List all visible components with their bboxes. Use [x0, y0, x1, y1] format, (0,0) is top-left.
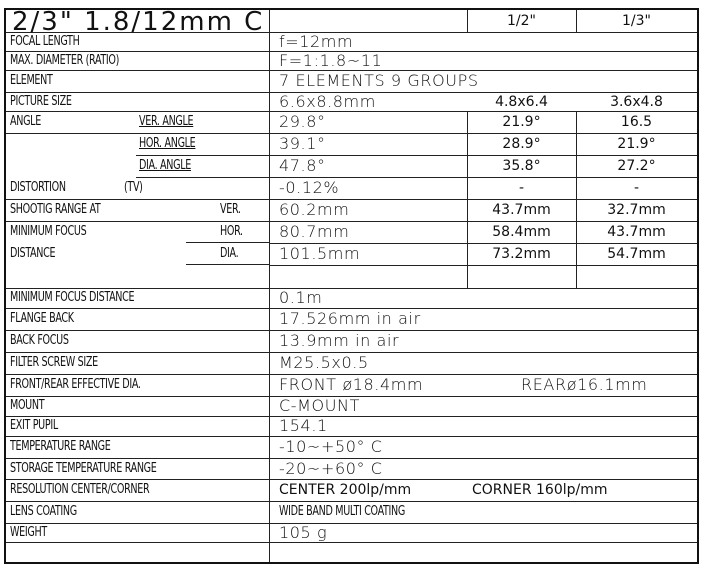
- angle-dia-value-2-3: 47.8°: [279, 156, 326, 175]
- shooting-hor-value-1-3: 43.7mm: [607, 224, 666, 240]
- angle-dia-value-1-3: 27.2°: [617, 158, 656, 174]
- resolution-label: RESOLUTION CENTER/CORNER: [10, 482, 150, 497]
- exit-pupil-value: 154.1: [279, 416, 328, 435]
- rear-dia-value: REARø16.1mm: [521, 375, 648, 394]
- element-label: ELEMENT: [10, 73, 53, 88]
- flange-back-label: FLANGE BACK: [10, 311, 74, 326]
- shooting-hor-label: HOR.: [220, 224, 243, 239]
- resolution-center-value: CENTER 200lp/mm: [279, 482, 412, 498]
- sub-rule: [186, 242, 269, 243]
- angle-hor-value-1-3: 21.9°: [617, 136, 656, 152]
- mount-value: C-MOUNT: [279, 396, 360, 415]
- row-rule: [136, 177, 697, 178]
- angle-ver-label: VER. ANGLE: [139, 114, 194, 129]
- back-focus-label: BACK FOCUS: [10, 333, 69, 348]
- shooting-ver-value-1-2: 43.7mm: [492, 202, 551, 218]
- distance-label: DISTANCE: [10, 246, 56, 261]
- filter-screw-value: M25.5x0.5: [279, 353, 369, 372]
- sub-rule: [186, 264, 269, 265]
- shooting-ver-label: VER.: [220, 202, 241, 217]
- row-rule: [136, 155, 697, 156]
- front-dia-value: FRONT ø18.4mm: [279, 375, 424, 394]
- row-rule: [6, 133, 697, 134]
- angle-hor-label: HOR. ANGLE: [139, 136, 196, 151]
- header-col-half-inch: 1/2": [507, 13, 536, 29]
- resolution-corner-value: CORNER 160lp/mm: [472, 482, 608, 498]
- lens-title: 2/3" 1.8/12mm C: [12, 7, 265, 37]
- angle-hor-value-1-2: 28.9°: [502, 136, 541, 152]
- max-diameter-value: F=1:1.8~11: [279, 51, 383, 70]
- shooting-hor-value-2-3: 80.7mm: [279, 222, 350, 241]
- distortion-value-1-2: -: [518, 180, 525, 196]
- picture-size-value-1-2: 4.8x6.4: [495, 94, 548, 110]
- mount-label: MOUNT: [10, 398, 45, 413]
- header-col-third-inch: 1/3": [622, 13, 651, 29]
- row-rule: [6, 111, 697, 112]
- filter-screw-label: FILTER SCREW SIZE: [10, 355, 98, 370]
- weight-label: WEIGHT: [10, 525, 47, 540]
- angle-ver-value-1-2: 21.9°: [502, 114, 541, 130]
- shooting-ver-value-2-3: 60.2mm: [279, 200, 350, 219]
- picture-size-value-1-3: 3.6x4.8: [610, 94, 663, 110]
- effective-dia-label: FRONT/REAR EFFECTIVE DIA.: [10, 377, 141, 392]
- row-rule: [6, 542, 697, 543]
- minimum-focus-label: MINIMUM FOCUS: [10, 224, 87, 239]
- shooting-hor-value-1-2: 58.4mm: [492, 224, 551, 240]
- lens-coating-label: LENS COATING: [10, 504, 77, 519]
- temperature-label: TEMPERATURE RANGE: [10, 439, 111, 454]
- weight-value: 105 g: [279, 523, 328, 542]
- shooting-range-label: SHOOTIG RANGE AT: [10, 202, 101, 217]
- storage-temperature-label: STORAGE TEMPERATURE RANGE: [10, 461, 157, 476]
- shooting-dia-value-1-3: 54.7mm: [607, 246, 666, 262]
- flange-back-value: 17.526mm in air: [279, 309, 421, 328]
- shooting-dia-value-1-2: 73.2mm: [492, 246, 551, 262]
- row-rule: [6, 501, 697, 502]
- lens-spec-table: [4, 8, 699, 564]
- max-diameter-label: MAX. DIAMETER (RATIO): [10, 53, 120, 68]
- element-value: 7 ELEMENTS 9 GROUPS: [279, 71, 479, 90]
- exit-pupil-label: EXIT PUPIL: [10, 418, 58, 433]
- row-rule: [6, 199, 697, 200]
- focal-length-value: f=12mm: [279, 32, 354, 51]
- distortion-tv-label: (TV): [124, 180, 143, 195]
- shooting-ver-value-1-3: 32.7mm: [607, 202, 666, 218]
- row-rule: [6, 221, 697, 222]
- angle-dia-label: DIA. ANGLE: [139, 158, 191, 173]
- focal-length-label: FOCAL LENGTH: [10, 34, 80, 49]
- row-rule: [6, 479, 697, 480]
- col-rule: [269, 10, 270, 562]
- angle-label: ANGLE: [10, 114, 41, 129]
- storage-temperature-value: -20~+60° C: [279, 459, 383, 478]
- angle-hor-value-2-3: 39.1°: [279, 134, 326, 153]
- angle-dia-value-1-2: 35.8°: [502, 158, 541, 174]
- picture-size-label: PICTURE SIZE: [10, 94, 72, 109]
- distortion-value-2-3: -0.12%: [279, 178, 340, 197]
- distortion-label: DISTORTION: [10, 180, 66, 195]
- angle-ver-value-1-3: 16.5: [620, 114, 653, 130]
- distortion-value-1-3: -: [633, 180, 640, 196]
- angle-ver-value-2-3: 29.8°: [279, 112, 326, 131]
- row-rule: [269, 265, 697, 266]
- picture-size-value-2-3: 6.6x8.8mm: [279, 92, 376, 111]
- shooting-dia-label: DIA.: [220, 246, 239, 261]
- min-focus-distance-label: MINIMUM FOCUS DISTANCE: [10, 290, 135, 305]
- temperature-value: -10~+50° C: [279, 437, 383, 456]
- lens-coating-value: WIDE BAND MULTI COATING: [279, 504, 405, 519]
- min-focus-distance-value: 0.1m: [279, 288, 323, 307]
- shooting-dia-value-2-3: 101.5mm: [279, 244, 361, 263]
- back-focus-value: 13.9mm in air: [279, 331, 400, 350]
